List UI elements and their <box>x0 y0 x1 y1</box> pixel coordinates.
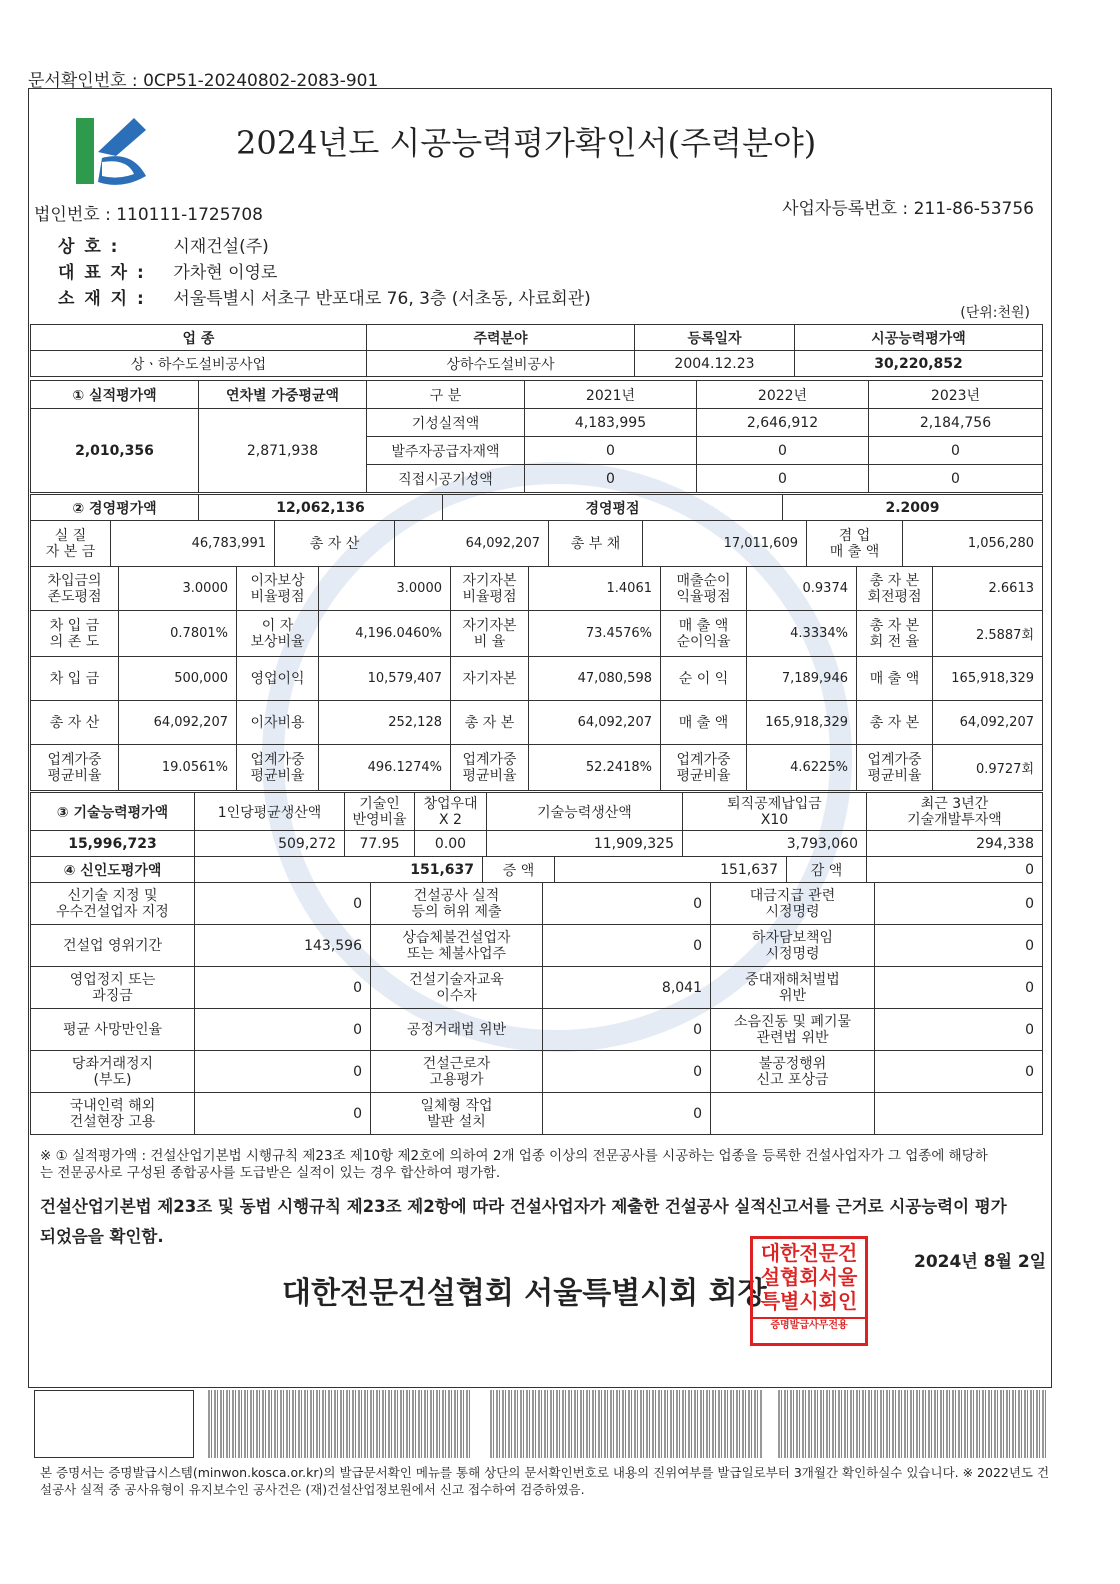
trust-r1-value-2: 0 <box>875 925 1043 967</box>
kosca-logo-icon <box>72 112 152 192</box>
mgmt-row5 <box>31 701 1043 745</box>
performance-table <box>30 380 1043 493</box>
perf-r1-v3: 2,184,756 <box>869 409 1043 437</box>
tech-h5: 퇴직공제납입금 X10 <box>683 793 867 831</box>
trust-r0-value-1: 0 <box>543 883 711 925</box>
mgmt-row2-value-3: 0.9374 <box>747 567 857 611</box>
h-industry: 업 종 <box>31 325 367 351</box>
mgmt-row3-value-2: 73.4576% <box>529 611 661 657</box>
industry-value: 상ㆍ하수도설비공사업 <box>31 351 367 377</box>
trust-r3-value-0: 0 <box>195 1009 371 1051</box>
tech-label: ③ 기술능력평가액 <box>31 793 195 831</box>
trust-r4-label-0: 당좌거래정지 (부도) <box>31 1051 195 1093</box>
mgmt-row5-value-0: 64,092,207 <box>119 701 237 745</box>
mgmt-row4-label-4: 매 출 액 <box>857 657 933 701</box>
mgmt-score-label: 경영평점 <box>443 495 783 521</box>
mgmt-row5-value-4: 64,092,207 <box>933 701 1043 745</box>
trust-r5-value-1: 0 <box>543 1093 711 1135</box>
company-row <box>58 232 269 257</box>
mgmt-row5-label-3: 매 출 액 <box>661 701 747 745</box>
mgmt-row6-label-3: 업계가중 평균비율 <box>661 745 747 791</box>
mgmt-row1-label-1: 총 자 산 <box>275 521 395 567</box>
trust-r2-value-0: 0 <box>195 967 371 1009</box>
page-title: 2024년도 시공능력평가확인서(주력분야) <box>236 124 817 162</box>
ceo-row <box>58 258 277 283</box>
trust-r0-value-2: 0 <box>875 883 1043 925</box>
mgmt-row3 <box>31 611 1043 657</box>
mgmt-row3-value-4: 2.5887회 <box>933 611 1043 657</box>
mgmt-row1-label-0: 실 질 자 본 금 <box>31 521 111 567</box>
trust-r0-value-0: 0 <box>195 883 371 925</box>
trust-r3-label-0: 평균 사망만인율 <box>31 1009 195 1051</box>
seal-line1: 대한전문건 <box>760 1241 858 1265</box>
trust-row <box>31 1093 1043 1135</box>
perf-r1-v1: 4,183,995 <box>525 409 697 437</box>
tech-h6: 최근 3년간 기술개발투자액 <box>867 793 1043 831</box>
mgmt-row4-label-2: 자기자본 <box>451 657 529 701</box>
trust-r5-value-2 <box>875 1093 1043 1135</box>
trust-items <box>31 883 1043 1135</box>
mgmt-row6-label-4: 업계가중 평균비율 <box>857 745 933 791</box>
tech-h1: 1인당평균생산액 <box>195 793 345 831</box>
perf-r1-v2: 2,646,912 <box>697 409 869 437</box>
unit-label: (단위:천원) <box>960 305 1030 321</box>
mgmt-row3-label-4: 총 자 본 회 전 율 <box>857 611 933 657</box>
perf-r2-label: 발주자공급자재액 <box>367 437 525 465</box>
trust-dec-label: 감 액 <box>787 857 867 883</box>
mgmt-row2-label-0: 차입금의 존도평점 <box>31 567 119 611</box>
trust-r4-value-2: 0 <box>875 1051 1043 1093</box>
trust-row <box>31 967 1043 1009</box>
trust-row <box>31 1051 1043 1093</box>
mgmt-row4-value-0: 500,000 <box>119 657 237 701</box>
address-row <box>58 284 591 309</box>
mgmt-row4 <box>31 657 1043 701</box>
mgmt-row4-value-3: 7,189,946 <box>747 657 857 701</box>
footer-notice: 본 증명서는 증명발급시스템(minwon.kosca.or.kr)의 발급문서확인 메뉴를 통해 상단의 문서확인번호로 내용의 진위여부를 발급일로부터 3개월간 확인하실수 있습니다. ※ 2022년도 건설공사 실적 중 공사유형이 유지보수인 공사건은 (재)건설산업정보원에서 신고 접수하여 검증하였음. <box>40 1465 1050 1497</box>
tech-v5: 3,793,060 <box>683 831 867 857</box>
mgmt-row3-value-3: 4.3334% <box>747 611 857 657</box>
mgmt-row1-value-1: 64,092,207 <box>395 521 549 567</box>
corp-number: 법인번호 : 110111-1725708 <box>34 205 263 225</box>
h-main-field: 주력분야 <box>367 325 635 351</box>
perf-year3: 2023년 <box>869 381 1043 409</box>
mgmt-row6-label-1: 업계가중 평균비율 <box>237 745 319 791</box>
trust-r1-label-2: 하자담보책임 시정명령 <box>711 925 875 967</box>
mgmt-row2-value-1: 3.0000 <box>319 567 451 611</box>
trust-r1-label-1: 상습체불건설업자 또는 체불사업주 <box>371 925 543 967</box>
issuer-name: 대한전문건설협회 서울특별시회 회장 <box>282 1276 767 1311</box>
trust-r0-label-0: 신기술 지정 및 우수건설업자 지정 <box>31 883 195 925</box>
barcode-3 <box>778 1390 1048 1458</box>
trust-inc-label: 증 액 <box>483 857 555 883</box>
mgmt-row1-label-3: 겸 업 매 출 액 <box>807 521 903 567</box>
tech-value: 15,996,723 <box>31 831 195 857</box>
mgmt-row1-value-2: 17,011,609 <box>643 521 807 567</box>
trust-r1-value-1: 0 <box>543 925 711 967</box>
perf-wavg-label: 연차별 가중평균액 <box>199 381 367 409</box>
trust-r5-label-2 <box>711 1093 875 1135</box>
mgmt-row6-value-3: 4.6225% <box>747 745 857 791</box>
trust-r3-value-1: 0 <box>543 1009 711 1051</box>
issue-date: 2024년 8월 2일 <box>914 1252 1047 1272</box>
mgmt-label: ② 경영평가액 <box>31 495 199 521</box>
tech-v1: 509,272 <box>195 831 345 857</box>
mgmt-row2 <box>31 567 1043 611</box>
mgmt-row1 <box>31 521 1043 567</box>
mgmt-row2-value-2: 1.4061 <box>529 567 661 611</box>
mgmt-row2-value-4: 2.6613 <box>933 567 1043 611</box>
mgmt-row3-label-0: 차 입 금 의 존 도 <box>31 611 119 657</box>
ceo-label: 대 표 자 : <box>58 263 146 283</box>
trust-r1-label-0: 건설업 영위기간 <box>31 925 195 967</box>
tech-v2: 77.95 <box>345 831 415 857</box>
address-label: 소 재 지 : <box>58 289 146 309</box>
barcode-2 <box>490 1390 762 1458</box>
mgmt-row3-label-3: 매 출 액 순이익율 <box>661 611 747 657</box>
confirm-statement: 건설산업기본법 제23조 및 동법 시행규칙 제23조 제2항에 따라 건설사업자가 제출한 건설공사 실적신고서를 근거로 시공능력이 평가 되었음을 확인함. <box>40 1197 1007 1246</box>
mgmt-row4-value-2: 47,080,598 <box>529 657 661 701</box>
mgmt-row4-value-4: 165,918,329 <box>933 657 1043 701</box>
tech-table <box>30 792 1043 857</box>
mgmt-row1-value-3: 1,056,280 <box>903 521 1043 567</box>
tech-h4: 기술능력생산액 <box>487 793 683 831</box>
perf-r3-v1: 0 <box>525 465 697 493</box>
mgmt-row2-label-1: 이자보상 비율평점 <box>237 567 319 611</box>
mgmt-row5-label-2: 총 자 본 <box>451 701 529 745</box>
seal-line2: 설협회서울 <box>760 1265 858 1289</box>
trust-r2-label-1: 건설기술자교육 이수자 <box>371 967 543 1009</box>
mgmt-row5-label-1: 이자비용 <box>237 701 319 745</box>
tech-v6: 294,338 <box>867 831 1043 857</box>
tech-v4: 11,909,325 <box>487 831 683 857</box>
trust-r2-value-2: 0 <box>875 967 1043 1009</box>
eval-amount-value: 30,220,852 <box>795 351 1043 377</box>
mgmt-row6-value-2: 52.2418% <box>529 745 661 791</box>
reg-date-value: 2004.12.23 <box>635 351 795 377</box>
perf-r1-label: 기성실적액 <box>367 409 525 437</box>
business-number: 사업자등록번호 : 211-86-53756 <box>782 199 1034 219</box>
trust-r5-label-0: 국내인력 해외 건설현장 고용 <box>31 1093 195 1135</box>
doc-check-number: 문서확인번호 : 0CP51-20240802-2083-901 <box>28 71 379 91</box>
trust-r4-value-0: 0 <box>195 1051 371 1093</box>
trust-row <box>31 883 1043 925</box>
trust-row <box>31 925 1043 967</box>
mgmt-row5-label-0: 총 자 산 <box>31 701 119 745</box>
trust-r3-label-2: 소음진동 및 폐기물 관련법 위반 <box>711 1009 875 1051</box>
h-reg-date: 등록일자 <box>635 325 795 351</box>
perf-value: 2,010,356 <box>31 409 199 493</box>
mgmt-row6-value-1: 496.1274% <box>319 745 451 791</box>
h-eval-amount: 시공능력평가액 <box>795 325 1043 351</box>
address-value: 서울특별시 서초구 반포대로 76, 3층 (서초동, 사료회관) <box>173 289 591 309</box>
mgmt-row6-label-0: 업계가중 평균비율 <box>31 745 119 791</box>
perf-r3-v2: 0 <box>697 465 869 493</box>
trust-r4-value-1: 0 <box>543 1051 711 1093</box>
trust-r1-value-0: 143,596 <box>195 925 371 967</box>
summary-table <box>30 324 1043 377</box>
mgmt-row1-value-0: 46,783,991 <box>111 521 275 567</box>
trust-label: ④ 신인도평가액 <box>31 857 195 883</box>
mgmt-ratio-table <box>30 566 1043 791</box>
trust-r2-label-2: 중대재해처벌법 위반 <box>711 967 875 1009</box>
trust-dec-value: 0 <box>867 857 1043 883</box>
trust-r3-label-1: 공정거래법 위반 <box>371 1009 543 1051</box>
mgmt-row5-label-4: 총 자 본 <box>857 701 933 745</box>
mgmt-row3-value-0: 0.7801% <box>119 611 237 657</box>
mgmt-header-table <box>30 494 1043 521</box>
trust-items-table <box>30 882 1043 1135</box>
perf-gubun: 구 분 <box>367 381 525 409</box>
company-label: 상 호 : <box>58 237 120 257</box>
trust-r5-value-0: 0 <box>195 1093 371 1135</box>
perf-year1: 2021년 <box>525 381 697 409</box>
mgmt-row3-label-2: 자기자본 비 율 <box>451 611 529 657</box>
main-field-value: 상하수도설비공사 <box>367 351 635 377</box>
barcode-1 <box>208 1390 472 1458</box>
ceo-name: 가차현 이영로 <box>173 263 278 283</box>
official-seal <box>750 1236 868 1346</box>
mgmt-row4-value-1: 10,579,407 <box>319 657 451 701</box>
trust-r2-value-1: 8,041 <box>543 967 711 1009</box>
mgmt-row4-label-1: 영업이익 <box>237 657 319 701</box>
trust-r4-label-2: 불공정행위 신고 포상금 <box>711 1051 875 1093</box>
mgmt-row6 <box>31 745 1043 791</box>
perf-year2: 2022년 <box>697 381 869 409</box>
mgmt-row1-table <box>30 520 1043 567</box>
mgmt-row2-label-2: 자기자본 비율평점 <box>451 567 529 611</box>
mgmt-score-value: 2.2009 <box>783 495 1043 521</box>
company-name: 시재건설(주) <box>173 237 269 257</box>
mgmt-row6-value-0: 19.0561% <box>119 745 237 791</box>
trust-r0-label-2: 대금지급 관련 시정명령 <box>711 883 875 925</box>
mgmt-row5-value-3: 165,918,329 <box>747 701 857 745</box>
perf-label: ① 실적평가액 <box>31 381 199 409</box>
trust-r0-label-1: 건설공사 실적 등의 허위 제출 <box>371 883 543 925</box>
trust-row <box>31 1009 1043 1051</box>
mgmt-row2-label-3: 매출순이 익율평점 <box>661 567 747 611</box>
mgmt-row5-value-1: 252,128 <box>319 701 451 745</box>
trust-r2-label-0: 영업정지 또는 과징금 <box>31 967 195 1009</box>
mgmt-row6-value-4: 0.9727회 <box>933 745 1043 791</box>
perf-r2-v2: 0 <box>697 437 869 465</box>
tech-h2: 기술인 반영비율 <box>345 793 415 831</box>
perf-r3-v3: 0 <box>869 465 1043 493</box>
tech-v3: 0.00 <box>415 831 487 857</box>
seal-line4: 증명발급사무전용 <box>753 1317 865 1333</box>
trust-r4-label-1: 건설근로자 고용평가 <box>371 1051 543 1093</box>
trust-r3-value-2: 0 <box>875 1009 1043 1051</box>
mgmt-row1-label-2: 총 부 채 <box>549 521 643 567</box>
trust-header-table <box>30 856 1043 883</box>
trust-inc-value: 151,637 <box>555 857 787 883</box>
trust-value: 151,637 <box>195 857 483 883</box>
perf-wavg-value: 2,871,938 <box>199 409 367 493</box>
mgmt-row5-value-2: 64,092,207 <box>529 701 661 745</box>
mgmt-row2-label-4: 총 자 본 회전평점 <box>857 567 933 611</box>
mgmt-row3-label-1: 이 자 보상비율 <box>237 611 319 657</box>
perf-r2-v3: 0 <box>869 437 1043 465</box>
seal-line3: 특별시회인 <box>760 1289 858 1313</box>
trust-r5-label-1: 일체형 작업 발판 설치 <box>371 1093 543 1135</box>
mgmt-row4-label-3: 순 이 익 <box>661 657 747 701</box>
mgmt-row6-label-2: 업계가중 평균비율 <box>451 745 529 791</box>
mgmt-row3-value-1: 4,196.0460% <box>319 611 451 657</box>
mgmt-value: 12,062,136 <box>199 495 443 521</box>
footnote: ※ ① 실적평가액 : 건설산업기본법 시행규칙 제23조 제10항 제2호에 의하여 2개 업종 이상의 전문공사를 시공하는 업종을 등록한 건설사업자가 그 업종에 해당하는 전문공사로 구성된 종합공사를 도급받은 실적이 있는 경우 합산하여 평가함. <box>40 1148 988 1181</box>
perf-r2-v1: 0 <box>525 437 697 465</box>
perf-r3-label: 직접시공기성액 <box>367 465 525 493</box>
mgmt-row2-value-0: 3.0000 <box>119 567 237 611</box>
tech-h3: 창업우대 X 2 <box>415 793 487 831</box>
blank-box <box>34 1390 194 1458</box>
mgmt-row4-label-0: 차 입 금 <box>31 657 119 701</box>
